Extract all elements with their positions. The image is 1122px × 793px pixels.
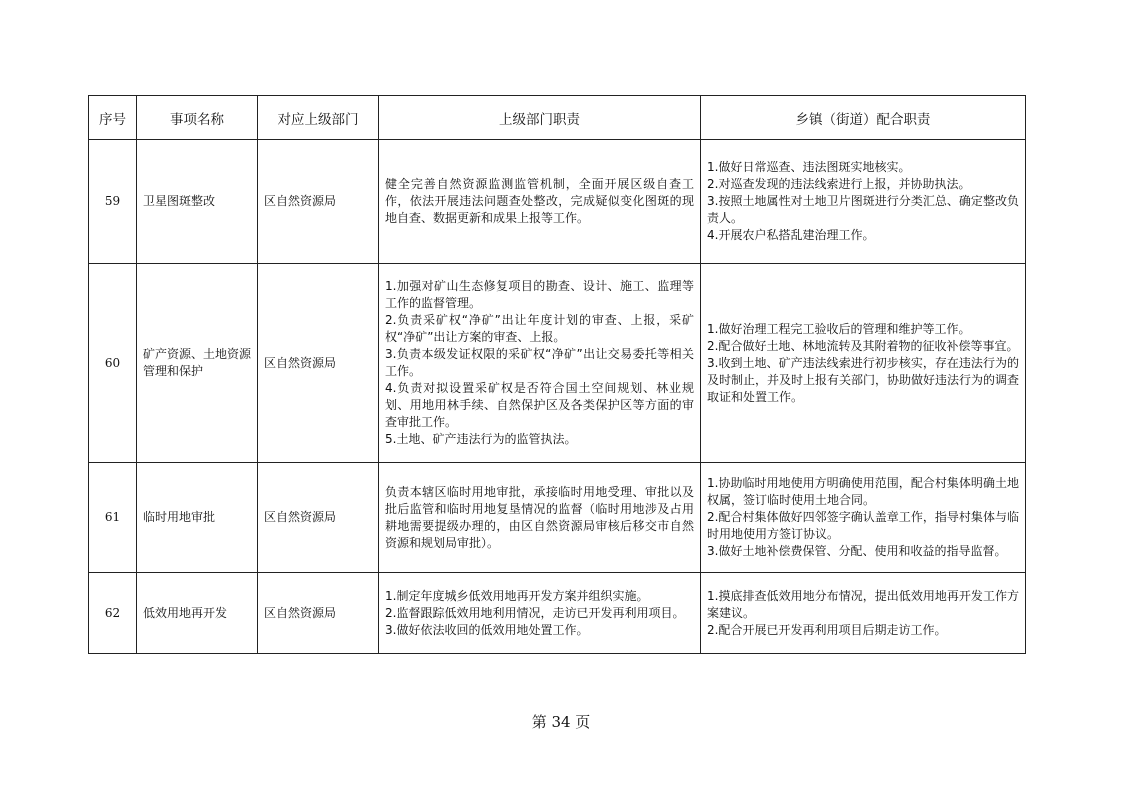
duty-line: 1.加强对矿山生态修复项目的勘查、设计、施工、监理等工作的监督管理。 [385, 279, 694, 310]
duty-line: 1.做好日常巡查、违法图斑实地核实。 [707, 160, 911, 174]
duty-line: 2.对巡查发现的违法线索进行上报，并协助执法。 [707, 177, 971, 191]
duty-line: 4.开展农户私搭乱建治理工作。 [707, 228, 875, 242]
duty-line: 3.收到土地、矿产违法线索进行初步核实，存在违法行为的及时制止，并及时上报有关部门，协助做好违法行为的调查取证和处置工作。 [707, 355, 1020, 404]
row-no: 62 [89, 573, 137, 654]
header-no: 序号 [89, 96, 137, 140]
row-town-duty [701, 463, 1026, 573]
row-dept: 区自然资源局 [258, 463, 379, 573]
row-name: 矿产资源、土地资源管理和保护 [137, 264, 258, 463]
responsibility-table [88, 95, 1026, 654]
duty-line: 1.做好治理工程完工验收后的管理和维护等工作。 [707, 321, 971, 336]
duty-line: 2.负责采矿权“净矿”出让年度计划的审查、上报，采矿权“净矿”出让方案的审查、上报。 [385, 313, 694, 344]
table-row [89, 573, 1026, 654]
duty-line: 1.协助临时用地使用方明确使用范围，配合村集体明确土地权属，签订临时使用土地合同。 [707, 476, 1019, 507]
duty-line: 3.按照土地属性对土地卫片图斑进行分类汇总、确定整改负责人。 [707, 194, 1019, 225]
row-dept: 区自然资源局 [258, 264, 379, 463]
row-dept: 区自然资源局 [258, 573, 379, 654]
row-no: 60 [89, 264, 137, 463]
row-name: 低效用地再开发 [137, 573, 258, 654]
table-row [89, 463, 1026, 573]
row-dept: 区自然资源局 [258, 140, 379, 264]
row-no: 59 [89, 140, 137, 264]
row-name: 卫星图斑整改 [137, 140, 258, 264]
duty-line: 2.配合开展已开发再利用项目后期走访工作。 [707, 622, 947, 637]
row-town-duty [701, 573, 1026, 654]
header-dept: 对应上级部门 [258, 96, 379, 140]
duty-line: 2.配合做好土地、林地流转及其附着物的征收补偿等事宜。 [707, 338, 1019, 353]
duty-line: 3.负责本级发证权限的采矿权“净矿”出让交易委托等相关工作。 [385, 347, 694, 378]
row-upper-duty [379, 573, 701, 654]
duty-line: 1.摸底排查低效用地分布情况，提出低效用地再开发工作方案建议。 [707, 588, 1019, 620]
duty-line: 1.制定年度城乡低效用地再开发方案并组织实施。 [385, 588, 649, 603]
row-upper-duty [379, 463, 701, 573]
duty-line: 2.配合村集体做好四邻签字确认盖章工作，指导村集体与临时用地使用方签订协议。 [707, 510, 1019, 541]
header-town-duty: 乡镇（街道）配合职责 [701, 96, 1026, 140]
duty-line: 3.做好依法收回的低效用地处置工作。 [385, 622, 589, 637]
table-row [89, 264, 1026, 463]
row-town-duty [701, 264, 1026, 463]
row-name: 临时用地审批 [137, 463, 258, 573]
table-header-row [89, 96, 1026, 140]
row-town-duty [701, 140, 1026, 264]
duty-line: 5.土地、矿产违法行为的监管执法。 [385, 432, 577, 446]
duty-line: 2.监督跟踪低效用地利用情况，走访已开发再利用项目。 [385, 605, 685, 620]
header-upper-duty: 上级部门职责 [379, 96, 701, 140]
duty-line: 健全完善自然资源监测监管机制，全面开展区级自查工作，依法开展违法问题查处整改，完成疑似变化图斑的现地自查、数据更新和成果上报等工作。 [385, 177, 694, 225]
duty-line: 3.做好土地补偿费保管、分配、使用和收益的指导监督。 [707, 544, 1007, 558]
row-upper-duty [379, 140, 701, 264]
page-number: 第 34 页 [531, 713, 591, 731]
row-no: 61 [89, 463, 137, 573]
row-upper-duty [379, 264, 701, 463]
duty-line: 负责本辖区临时用地审批，承接临时用地受理、审批以及批后监管和临时用地复垦情况的监督（临时用地涉及占用耕地需要提级办理的，由区自然资源局审核后移交市自然资源和规划局审批）。 [385, 484, 694, 550]
table-row [89, 140, 1026, 264]
header-name: 事项名称 [137, 96, 258, 140]
duty-line: 4.负责对拟设置采矿权是否符合国土空间规划、林业规划、用地用林手续、自然保护区及各类保护区等方面的审查审批工作。 [385, 381, 694, 429]
